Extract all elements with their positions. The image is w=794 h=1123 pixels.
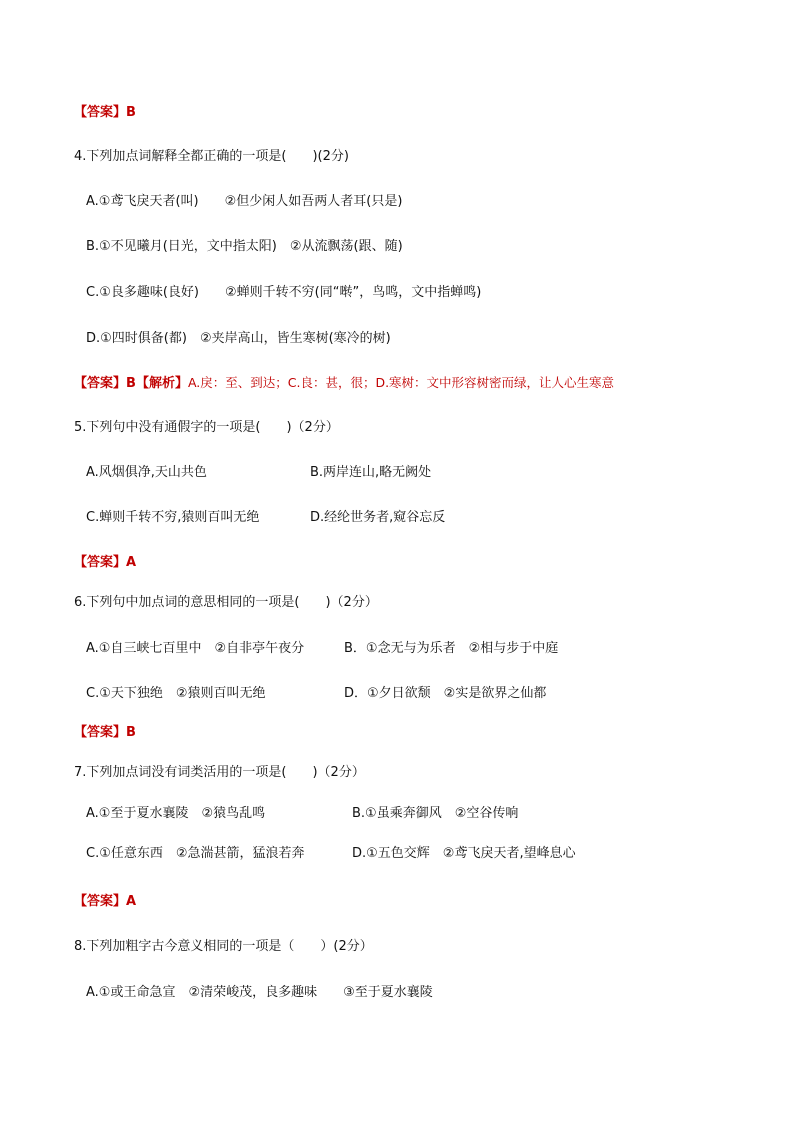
answer-value: B — [126, 105, 136, 120]
question-7-option-b: B.①虽乘奔御风 ②空谷传响 — [352, 806, 519, 821]
question-4-stem: 4.下列加点词解释全都正确的一项是( )(2分) — [74, 149, 349, 164]
answer-label: 【答案】 — [74, 894, 127, 909]
question-4-option-a: A.①鸢飞戾天者(叫) ②但少闲人如吾两人者耳(只是) — [86, 194, 403, 209]
question-7-option-d: D.①五色交辉 ②鸢飞戾天者,望峰息心 — [352, 846, 576, 861]
answer-label: 【答案】 — [74, 376, 127, 391]
question-8-option-a: A.①或王命急宣 ②清荣峻茂，良多趣味 ③至于夏水襄陵 — [86, 985, 433, 1000]
answer-value: B — [126, 725, 136, 740]
answer-label: 【答案】 — [74, 555, 127, 570]
answer-value: B — [126, 376, 136, 391]
question-6-option-d: D．①夕日欲颓 ②实是欲界之仙都 — [344, 686, 547, 701]
question-7-option-c: C.①任意东西 ②急湍甚箭，猛浪若奔 — [86, 846, 305, 861]
question-5-option-a: A.风烟俱净,天山共色 — [86, 465, 207, 480]
question-7-stem: 7.下列加点词没有词类活用的一项是( )（2分） — [74, 765, 365, 780]
explanation-label: 【解析】 — [135, 376, 188, 391]
question-6-option-b: B．①念无与为乐者 ②相与步于中庭 — [344, 641, 559, 656]
answer-label: 【答案】 — [74, 725, 127, 740]
question-5-option-b: B.两岸连山,略无阙处 — [310, 465, 432, 480]
question-5-stem: 5.下列句中没有通假字的一项是( )（2分） — [74, 420, 339, 435]
answer-5 — [74, 554, 136, 572]
answer-4 — [74, 374, 614, 393]
answer-label: 【答案】 — [74, 105, 127, 120]
question-6-option-a: A.①自三峡七百里中 ②自非亭午夜分 — [86, 641, 305, 656]
question-7-option-a: A.①至于夏水襄陵 ②猿鸟乱鸣 — [86, 806, 266, 821]
question-4-option-c: C.①良多趣味(良好) ②蝉则千转不穷(同“啭”，鸟鸣，文中指蝉鸣) — [86, 285, 482, 300]
question-8-stem: 8.下列加粗字古今意义相同的一项是（ ）(2分） — [74, 939, 373, 954]
question-6-stem: 6.下列句中加点词的意思相同的一项是( )（2分） — [74, 595, 378, 610]
question-5-option-c: C.蝉则千转不穷,猿则百叫无绝 — [86, 510, 260, 525]
question-4-option-b: B.①不见曦月(日光，文中指太阳) ②从流飘荡(跟、随) — [86, 239, 403, 254]
answer-3 — [74, 104, 136, 122]
answer-7 — [74, 893, 136, 911]
question-5-option-d: D.经纶世务者,窥谷忘反 — [310, 510, 446, 525]
explanation-text: A.戾：至、到达；C.良：甚，很；D.寒树：文中形容树密而绿，让人心生寒意 — [187, 375, 615, 390]
answer-6 — [74, 724, 136, 742]
question-6-option-c: C.①天下独绝 ②猿则百叫无绝 — [86, 686, 266, 701]
question-4-option-d: D.①四时俱备(都) ②夹岸高山，皆生寒树(寒冷的树) — [86, 331, 391, 346]
answer-value: A — [126, 894, 137, 909]
answer-value: A — [126, 555, 137, 570]
